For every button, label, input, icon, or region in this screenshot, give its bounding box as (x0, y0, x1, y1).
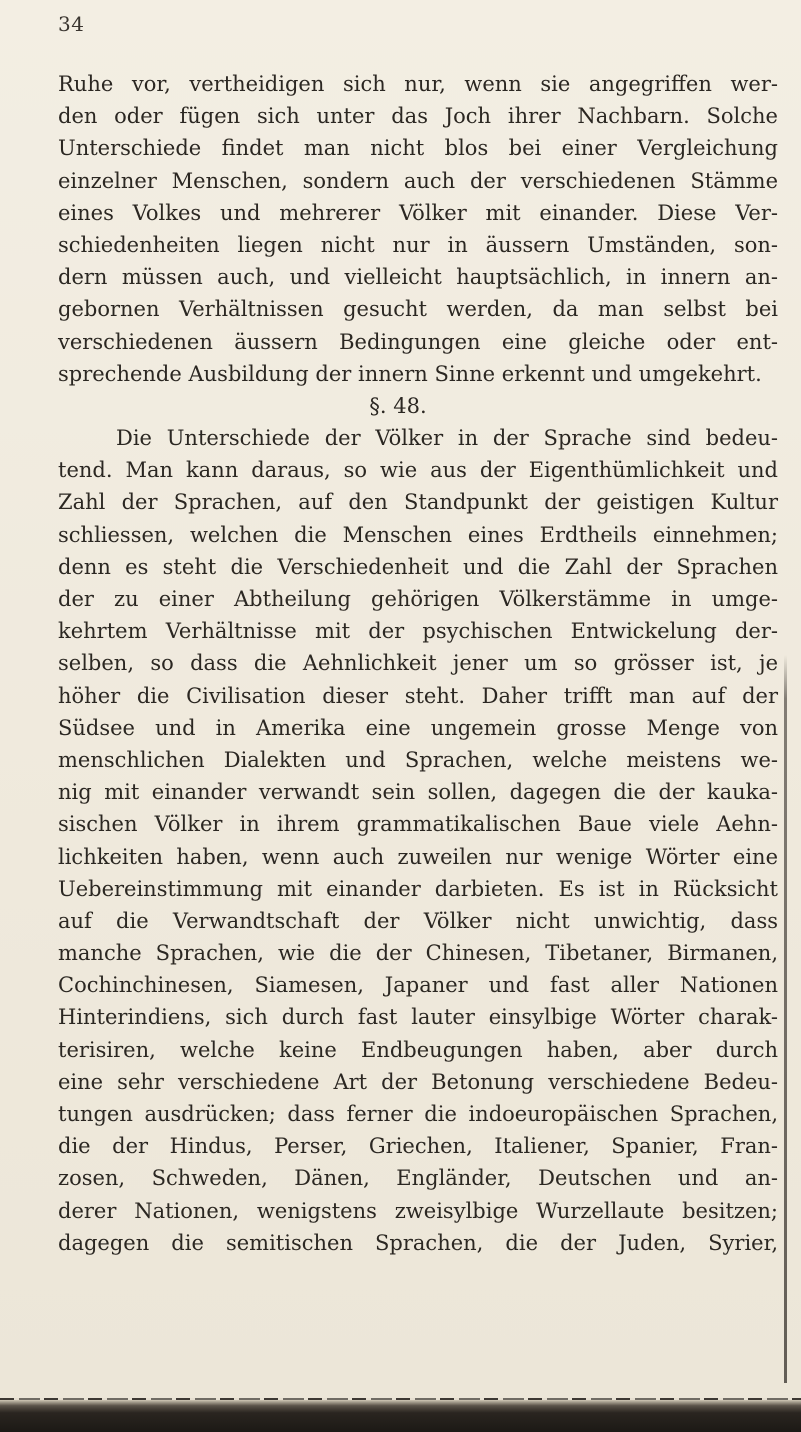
text-line: Zahl der Sprachen, auf den Standpunkt der geistigen Kultur (58, 490, 778, 515)
paragraph-ruhe (58, 68, 778, 390)
text-line: menschlichen Dialekten und Sprachen, welche meistens we- (58, 747, 778, 772)
text-line: kehrtem Verhältnisse mit der psychischen Entwickelung der- (58, 619, 778, 644)
text-line: tend. Man kann daraus, so wie aus der Eigenthümlichkeit und (58, 458, 778, 483)
text-line: eines Volkes und mehrerer Völker mit einander. Diese Ver- (58, 200, 778, 225)
text-line: derer Nationen, wenigstens zweisylbige Wurzellaute besitzen; (58, 1198, 778, 1223)
text-line: höher die Civilisation dieser steht. Daher trifft man auf der (58, 683, 778, 708)
text-line: Cochinchinesen, Siamesen, Japaner und fast aller Nationen (58, 973, 778, 998)
text-line: verschiedenen äussern Bedingungen eine gleiche oder ent- (58, 329, 778, 354)
body-text (58, 68, 778, 1259)
text-line: gebornen Verhältnissen gesucht werden, da man selbst bei (58, 297, 778, 322)
text-line: tungen ausdrücken; dass ferner die indoeuropäischen Sprachen, (58, 1102, 778, 1126)
text-line: Südsee und in Amerika eine ungemein grosse Menge von (58, 715, 778, 740)
page-number: 34 (58, 12, 85, 36)
text-line: Die Unterschiede der Völker in der Sprache sind bedeu- (116, 426, 778, 451)
text-line: Hinterindiens, sich durch fast lauter einsylbige Wörter charak- (58, 1005, 778, 1030)
text-line: zosen, Schweden, Dänen, Engländer, Deutschen und an- (58, 1166, 778, 1191)
text-line: selben, so dass die Aehnlichkeit jener um so grösser ist, je (58, 651, 778, 676)
text-line: dagegen die semitischen Sprachen, die der Juden, Syrier, (58, 1230, 778, 1255)
text-line: Unterschiede findet man nicht blos bei einer Vergleichung (58, 136, 778, 161)
text-line: die der Hindus, Perser, Griechen, Italiener, Spanier, Fran- (58, 1134, 778, 1159)
text-line: denn es steht die Verschiedenheit und die Zahl der Sprachen (58, 554, 778, 579)
text-line: der zu einer Abtheilung gehörigen Völkerstämme in umge- (58, 587, 778, 611)
text-line: manche Sprachen, wie die der Chinesen, Tibetaner, Birmanen, (58, 941, 778, 966)
text-line: sprechende Ausbildung der innern Sinne erkennt und umgekehrt. (58, 361, 762, 386)
page-edge-shadow (784, 655, 787, 1383)
text-line: dern müssen auch, und vielleicht hauptsächlich, in innern an- (58, 265, 778, 290)
text-line: sischen Völker in ihrem grammatikalischen Baue viele Aehn- (58, 812, 778, 837)
text-line: einzelner Menschen, sondern auch der verschiedenen Stämme (58, 168, 778, 193)
text-line: eine sehr verschiedene Art der Betonung verschiedene Bedeu- (58, 1069, 778, 1094)
text-line: lichkeiten haben, wenn auch zuweilen nur wenige Wörter eine (58, 844, 778, 869)
text-line: den oder fügen sich unter das Joch ihrer Nachbarn. Solche (58, 104, 778, 129)
text-line: Ruhe vor, vertheidigen sich nur, wenn sie angegriffen wer- (58, 72, 778, 96)
text-line: auf die Verwandtschaft der Völker nicht unwichtig, dass (58, 908, 778, 933)
text-line: schliessen, welchen die Menschen eines Erdtheils einnehmen; (58, 522, 778, 547)
text-line: Uebereinstimmung mit einander darbieten. Es ist in Rücksicht (58, 876, 778, 901)
scan-bottom-edge (0, 1400, 801, 1432)
text-line: terisiren, welche keine Endbeugungen haben, aber durch (58, 1037, 778, 1062)
paragraph-sprache (58, 422, 778, 1259)
section-heading: §. 48. (369, 393, 427, 418)
text-line: schiedenheiten liegen nicht nur in äussern Umständen, son- (58, 232, 778, 257)
text-line: nig mit einander verwandt sein sollen, dagegen die der kauka- (58, 780, 778, 805)
